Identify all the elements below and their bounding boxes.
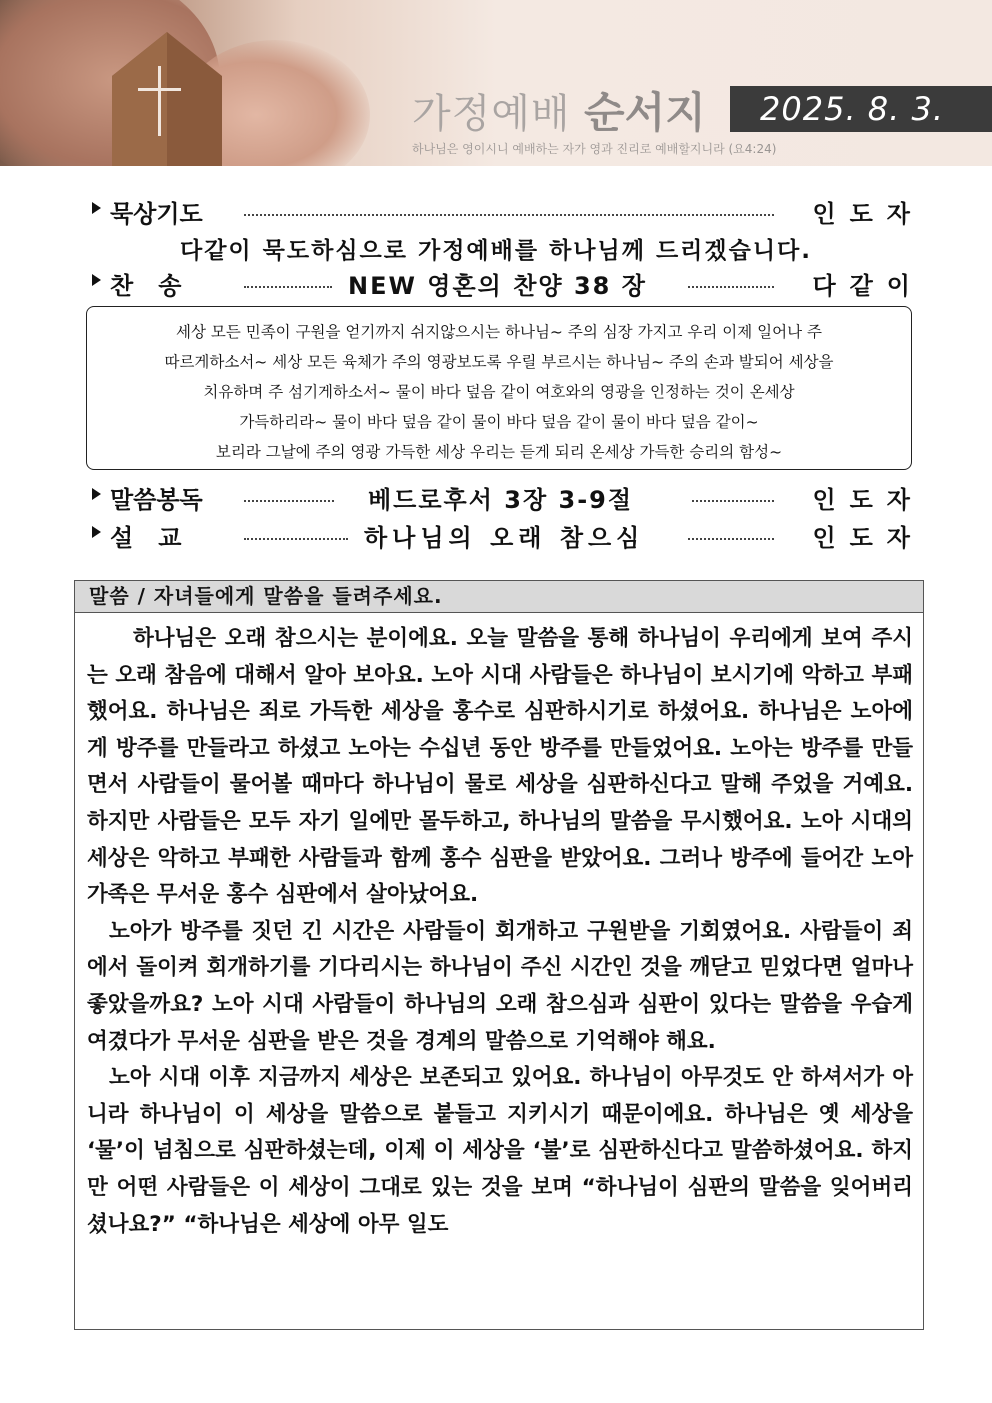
dot-leader [244, 214, 774, 216]
dot-leader [244, 538, 348, 540]
triangle-bullet-icon [92, 274, 101, 286]
dot-leader [688, 286, 774, 288]
dot-leader [244, 500, 334, 502]
order-sermon-row [92, 518, 924, 552]
order-prayer-row [92, 194, 924, 228]
worship-date: 2025. 8. 3. [760, 90, 945, 128]
order-reading-row [92, 480, 924, 514]
order-sermon-label: 설 교 [110, 524, 182, 552]
dot-leader [688, 538, 774, 540]
sermon-paragraph: 하나님은 오래 참으시는 분이에요. 오늘 말씀을 통해 하나님이 우리에게 보여 주시는 오래 참음에 대해서 알아 보아요. 노아 시대 사람들은 하나님이 보시기에 악하고 부패했어요. 하나님은 죄로 가득한 세상을 홍수로 심판하시기로 하셨어요. 하나님은 노아에게 방주를 만들라고 하셨고 노아는 수십년 동안 방주를 만들었어요. 노아는 방주를 만들면서 사람들이 물어볼 때마다 하나님이 물로 세상을 심판하신다고 말해 주었을 거예요. 하지만 사람들은 모두 자기 일에만 몰두하고, 하나님의 말씀을 무시했어요. 노아 시대의 세상은 악하고 부패한 사람들과 함께 홍수 심판을 받았어요. 그러나 방주에 들어간 노아 가족은 무서운 홍수 심판에서 살아났어요. [87, 626, 913, 908]
order-hymn-leader: 다같이 [812, 272, 924, 300]
lyrics-line: 치유하며 주 섬기게하소서~ 물이 바다 덮음 같이 여호와의 영광을 인정하는 것이 온세상 [203, 383, 795, 401]
hymn-lyrics-box [86, 306, 912, 470]
banner-title-bold: 순서지 [584, 88, 706, 137]
order-reading-label: 말씀봉독 [110, 486, 203, 514]
sermon-paragraph: 노아 시대 이후 지금까지 세상은 보존되고 있어요. 하나님이 아무것도 안 하셔서가 아니라 하나님이 이 세상을 말씀으로 붙들고 지키시기 때문이에요. 하나님은 옛 세상을 ‘물’이 넘침으로 심판하셨는데, 이제 이 세상을 ‘불’로 심판하신다고 말씀하셨어요. 하지만 어떤 사람들은 이 세상이 그대로 있는 것을 보며 “하나님이 심판의 말씀을 잊어버리셨나요?” “하나님은 세상에 아무 일도 [87, 1065, 913, 1237]
order-hymn-label: 찬 송 [110, 272, 182, 300]
lyrics-line: 따르게하소서~ 세상 모든 육체가 주의 영광보도록 우릴 부르시는 하나님~ 주의 손과 발되어 세상을 [164, 353, 834, 371]
lyrics-line: 가득하리라~ 물이 바다 덮음 같이 물이 바다 덮음 같이 물이 바다 덮음 같이~ [239, 413, 759, 431]
dot-leader [692, 500, 774, 502]
wooden-house-cross-icon [108, 28, 226, 166]
sermon-heading: 말씀 / 자녀들에게 말씀을 들려주세요. [75, 581, 923, 613]
sermon-title: 하나님의 오래 참으심 [364, 524, 645, 552]
order-reading-leader: 인도자 [812, 486, 924, 514]
sermon-box [74, 580, 924, 1330]
triangle-bullet-icon [92, 488, 101, 500]
reading-passage: 베드로후서 3장 3-9절 [368, 486, 634, 514]
lyrics-line: 세상 모든 민족이 구원을 얻기까지 쉬지않으시는 하나님~ 주의 심장 가지고 우리 이제 일어나 주 [175, 323, 822, 341]
sermon-body [87, 621, 913, 1243]
hymn-title: NEW 영혼의 찬양 38 장 [348, 272, 647, 300]
prayer-sentence: 다같이 묵도하심으로 가정예배를 하나님께 드리겠습니다. [180, 238, 812, 264]
banner-verse: 하나님은 영이시니 예배하는 자가 영과 진리로 예배할지니라 (요4:24) [412, 142, 777, 156]
sermon-paragraph: 노아가 방주를 짓던 긴 시간은 사람들이 회개하고 구원받을 기회였어요. 사람들이 죄에서 돌이켜 회개하기를 기다리시는 하나님이 주신 시간인 것을 깨닫고 믿었다면 얼마나 좋았을까요? 노아 시대 사람들이 하나님의 오래 참으심과 심판이 있다는 말씀을 우습게 여겼다가 무서운 심판을 받은 것을 경계의 말씀으로 기억해야 해요. [87, 918, 913, 1054]
order-prayer-leader: 인도자 [812, 200, 924, 228]
order-sermon-leader: 인도자 [812, 524, 924, 552]
order-hymn-row [92, 266, 924, 300]
banner-title-light: 가정예배 [412, 91, 571, 137]
order-prayer-label: 묵상기도 [110, 200, 203, 228]
triangle-bullet-icon [92, 526, 101, 538]
header-banner [0, 0, 992, 166]
triangle-bullet-icon [92, 202, 101, 214]
dot-leader [244, 286, 332, 288]
lyrics-line: 보리라 그날에 주의 영광 가득한 세상 우리는 듣게 되리 온세상 가득한 승리의 함성~ [215, 443, 783, 461]
